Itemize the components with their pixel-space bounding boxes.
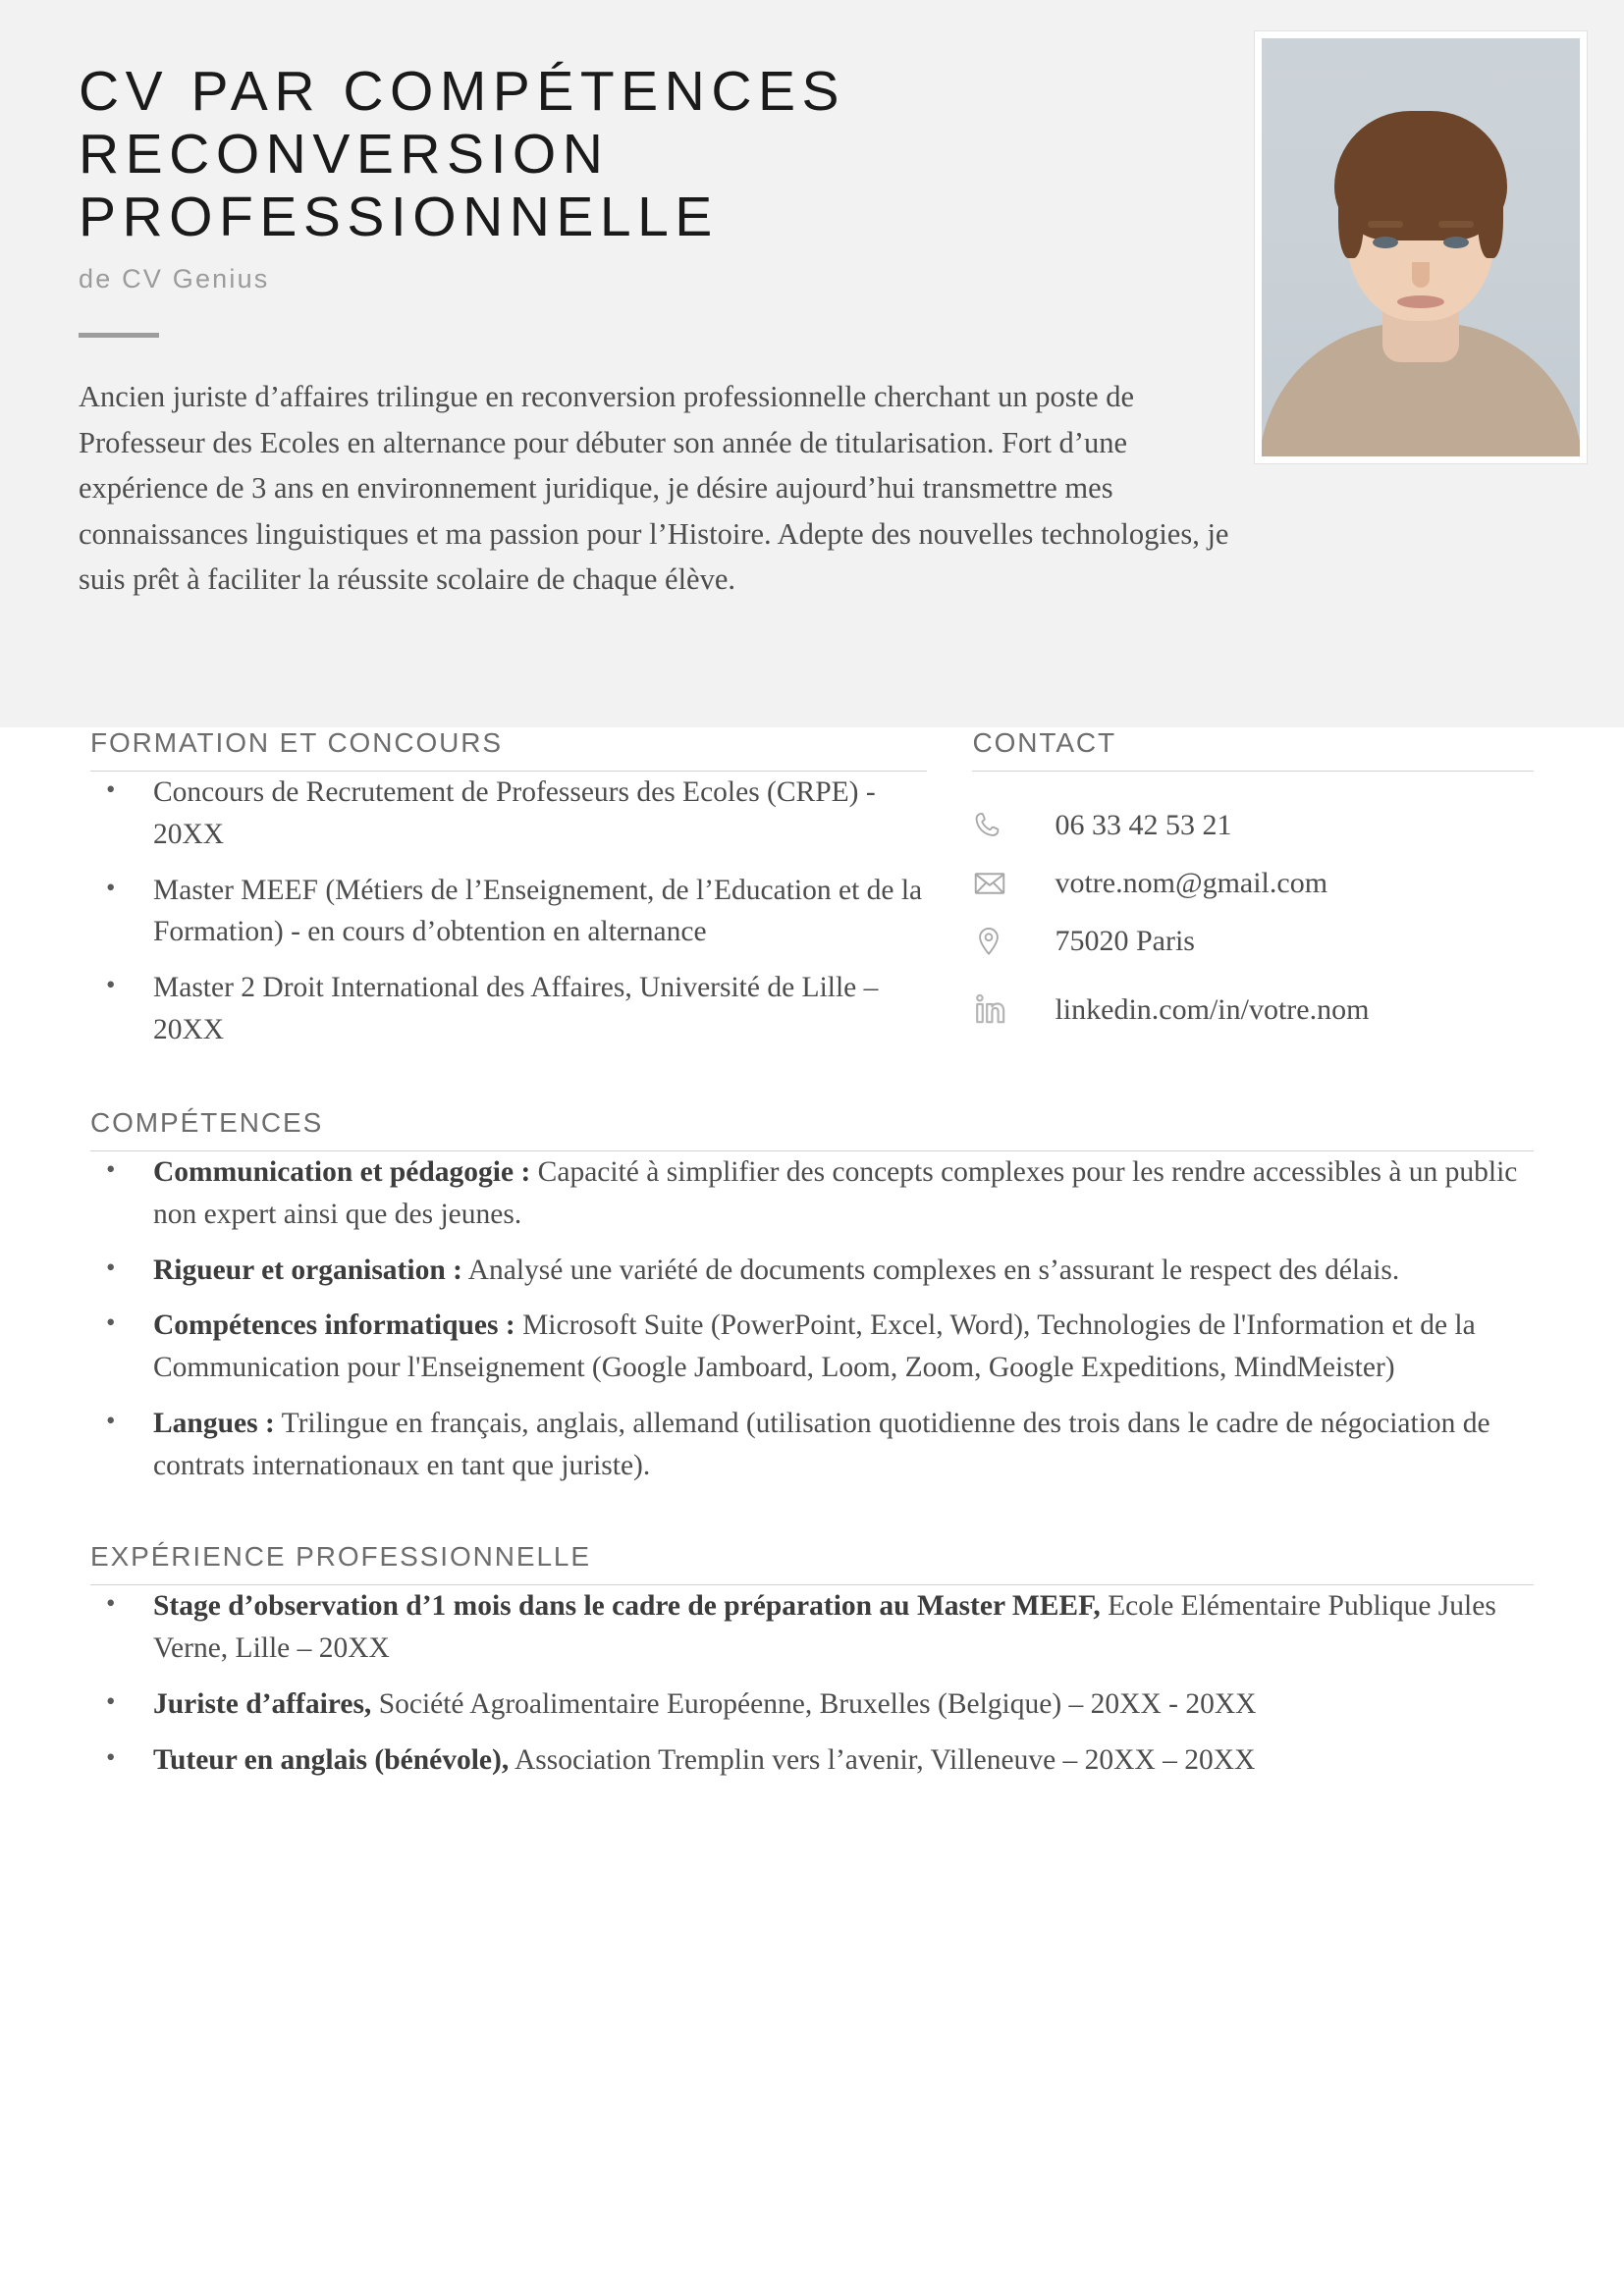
photo-hair (1334, 111, 1507, 240)
list-item (90, 1250, 1534, 1292)
list-item (90, 1585, 1534, 1670)
list-item (90, 1151, 1534, 1236)
photo-eye-right (1443, 237, 1469, 248)
top-two-column-row (0, 727, 1624, 1052)
photo-eyebrow-left (1368, 221, 1403, 228)
list-item: • Master MEEF (Métiers de l’Enseignement, de l’Education et de la Formation) - en cours d’obtention en alternance (90, 870, 927, 954)
phone-icon (972, 809, 1017, 842)
skills-list (90, 1151, 1534, 1486)
contact-email-value: votre.nom@gmail.com (1055, 867, 1328, 899)
experience-text: Société Agroalimentaire Européenne, Bruxelles (Belgique) – 20XX - 20XX (371, 1687, 1257, 1720)
list-item: • Concours de Recrutement de Professeurs des Ecoles (CRPE) - 20XX (90, 772, 927, 856)
skill-text: Analysé une variété de documents complexes en s’assurant le respect des délais. (461, 1254, 1400, 1286)
skill-label: Communication et pédagogie : (153, 1156, 531, 1188)
profile-photo (1262, 38, 1580, 456)
experience-text: Ecole Elémentaire Publique Jules Verne, Lille – 20XX (153, 1590, 1496, 1665)
contact-heading: CONTACT (972, 727, 1534, 772)
email-icon (972, 866, 1017, 901)
contact-linkedin-value: linkedin.com/in/votre.nom (1055, 993, 1370, 1026)
photo-mouth (1397, 295, 1444, 308)
avatar (1255, 31, 1587, 463)
skill-label: Langues : (153, 1407, 275, 1439)
skill-text: Capacité à simplifier des concepts complexes pour les rendre accessibles à un public non expert ainsi que des jeunes. (153, 1156, 1518, 1230)
contact-row-linkedin[interactable] (972, 991, 1534, 1029)
skill-label: Rigueur et organisation : (153, 1254, 462, 1286)
list-item: • Master 2 Droit International des Affaires, Université de Lille – 20XX (90, 967, 927, 1051)
list-item (90, 1739, 1534, 1782)
experience-section (0, 1541, 1624, 1781)
list-item (90, 1683, 1534, 1726)
contact-location-value: 75020 Paris (1055, 925, 1195, 957)
skill-label: Compétences informatiques : (153, 1309, 515, 1342)
skill-text: Trilingue en français, anglais, allemand (utilisation quotidienne des trois dans le cadre de négociation de contrats internationaux en tant que juriste). (153, 1407, 1490, 1481)
title-divider (79, 333, 159, 338)
education-section (90, 727, 927, 1052)
experience-label: Stage d’observation d’1 mois dans le cadre de préparation au Master MEEF, (153, 1590, 1101, 1623)
photo-hair-fringe (1336, 178, 1505, 219)
header-band (0, 0, 1624, 727)
experience-list (90, 1585, 1534, 1781)
photo-eyebrow-right (1438, 221, 1474, 228)
contact-phone-value: 06 33 42 53 21 (1055, 809, 1232, 841)
photo-nose (1412, 262, 1430, 288)
experience-label: Juriste d’affaires, (153, 1687, 372, 1720)
page-title: CV PAR COMPÉTENCES RECONVERSION PROFESSIONNELLE (79, 60, 846, 248)
experience-text: Association Tremplin vers l’avenir, Villeneuve – 20XX – 20XX (509, 1743, 1256, 1776)
contact-section (972, 727, 1534, 1052)
linkedin-icon (972, 991, 1017, 1029)
education-list (90, 772, 927, 1051)
contact-row-location[interactable] (972, 925, 1534, 958)
skill-text: Microsoft Suite (PowerPoint, Excel, Word), Technologies de l'Information et de la Communication pour l'Enseignement (Google Jamboard, Loom, Zoom, Google Expeditions, MindMeister) (153, 1309, 1476, 1384)
header-text-block (79, 61, 1257, 632)
experience-label: Tuteur en anglais (bénévole), (153, 1743, 510, 1776)
list-item (90, 1305, 1534, 1389)
skills-heading: COMPÉTENCES (90, 1107, 1534, 1151)
document-body (0, 727, 1624, 1781)
page-subtitle: de CV Genius (79, 264, 270, 294)
experience-heading: EXPÉRIENCE PROFESSIONNELLE (90, 1541, 1534, 1585)
contact-row-phone[interactable] (972, 809, 1534, 842)
contact-row-email[interactable] (972, 866, 1534, 901)
photo-eye-left (1373, 237, 1398, 248)
contact-list (972, 809, 1534, 1029)
professional-summary: Ancien juriste d’affaires trilingue en reconversion professionnelle cherchant un poste de Professeur des Ecoles en alternance pour débuter son année de titularisation. Fort d’une expérience de 3 ans en environnement juridique, je désire aujourd’hui transmettre mes connaissances linguistiques et ma passion pour l’Histoire. Adepte des nouvelles technologies, je suis prêt à faciliter la réussite scolaire de chaque élève. (79, 380, 1229, 596)
skills-section (0, 1107, 1624, 1486)
list-item (90, 1403, 1534, 1487)
education-heading: FORMATION ET CONCOURS (90, 727, 927, 772)
location-pin-icon (972, 925, 1017, 958)
